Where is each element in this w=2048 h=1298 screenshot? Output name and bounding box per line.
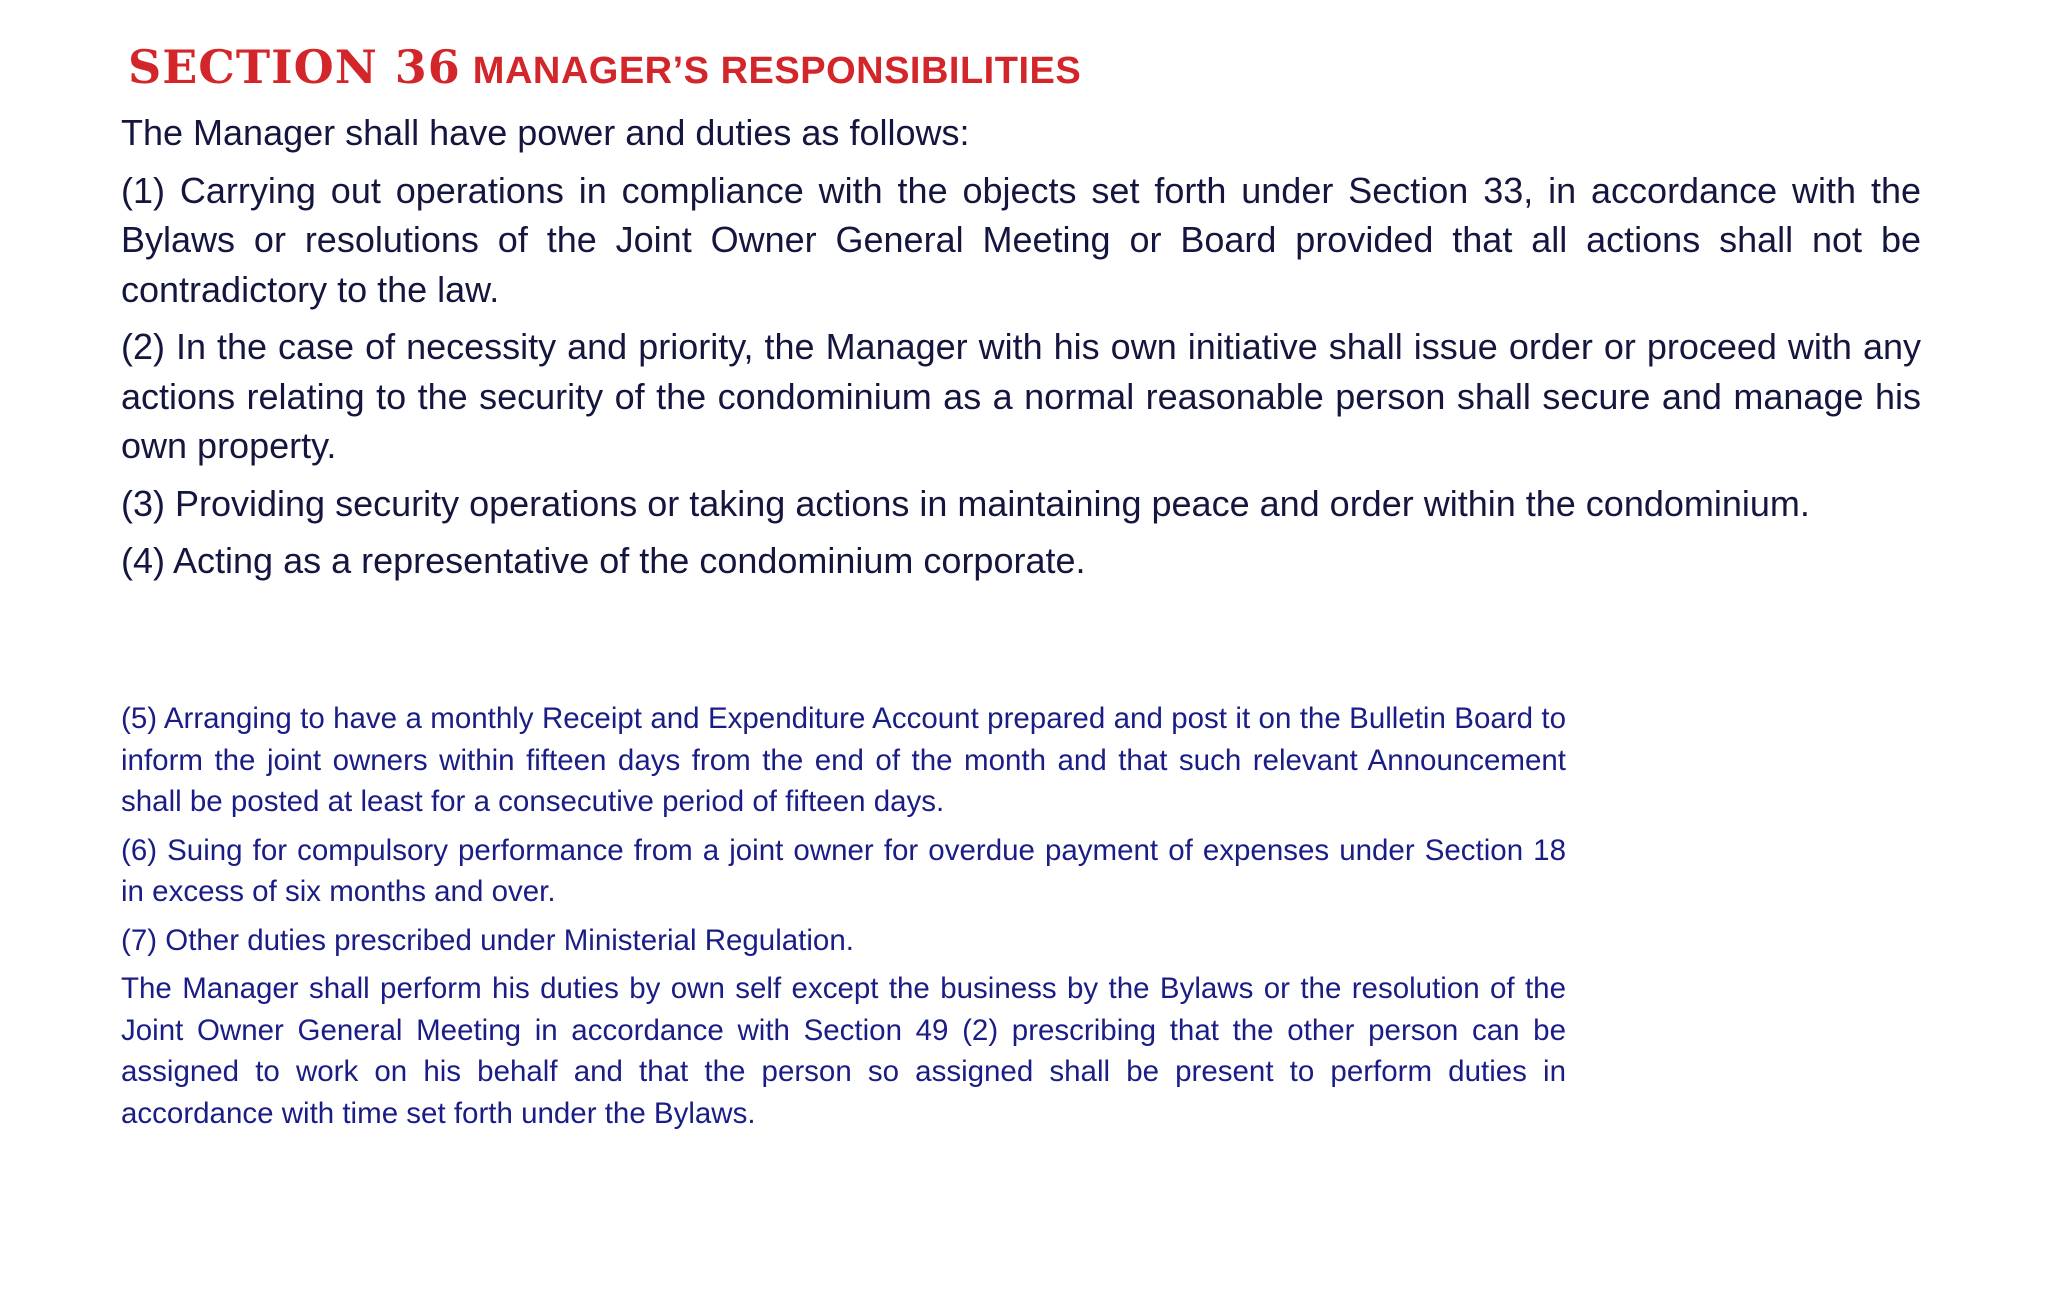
- additional-provisions: [121, 698, 1566, 1141]
- intro-paragraph: The Manager shall have power and duties as follows:: [121, 112, 970, 153]
- section-title: MANAGER’S RESPONSIBILITIES: [472, 50, 1082, 92]
- item-2-paragraph: (2) In the case of necessity and priority, the Manager with his own initiative shall issue order or proceed with any actions relating to the security of the condominium as a normal reasonable person shall secure and manage his own property.: [121, 326, 1921, 466]
- section-number: SECTION 36: [128, 40, 461, 94]
- item-6-paragraph: (6) Suing for compulsory performance from a joint owner for overdue payment of expenses under Section 18 in excess of six months and over.: [121, 833, 1566, 908]
- item-4-paragraph: (4) Acting as a representative of the condominium corporate.: [121, 540, 1086, 581]
- item-7-paragraph: (7) Other duties prescribed under Ministerial Regulation.: [121, 923, 854, 957]
- item-3-paragraph: (3) Providing security operations or taking actions in maintaining peace and order within the condominium.: [121, 482, 1810, 524]
- item-1-paragraph: (1) Carrying out operations in compliance with the objects set forth under Section 33, in accordance with the Bylaws or resolutions of the Joint Owner General Meeting or Board provided that all actions shall not be contradictory to the law.: [121, 169, 1921, 310]
- section-heading: [128, 40, 1082, 94]
- closing-paragraph: The Manager shall perform his duties by own self except the business by the Bylaws or the resolution of the Joint Owner General Meeting in accordance with Section 49 (2) prescribing that the other person can be assigned to work on his behalf and that the person so assigned shall be present to perform duties in accordance with time set forth under the Bylaws.: [121, 972, 1566, 1130]
- item-5-paragraph: (5) Arranging to have a monthly Receipt and Expenditure Account prepared and post it on the Bulletin Board to inform the joint owners within fifteen days from the end of the month and that such relevant Announcement shall be posted at least for a consecutive period of fifteen days.: [121, 702, 1566, 818]
- main-provisions: [121, 108, 1921, 594]
